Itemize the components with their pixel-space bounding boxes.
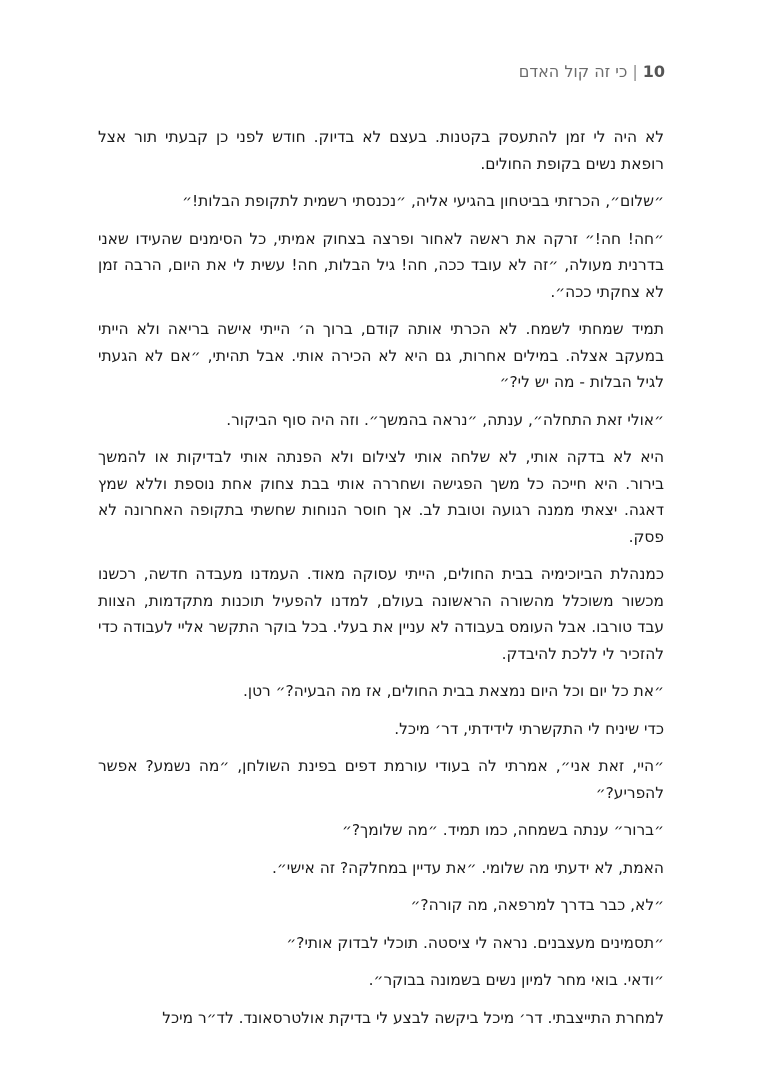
paragraph: כמנהלת הביוכימיה בבית החולים, הייתי עסוקה מאוד. העמדנו מעבדה חדשה, רכשנו מכשור משוכלל מהשורה הראשונה בעולם, למדנו להפעיל תוכנות מתקדמות, הצוות עבד טורבו. אבל העומס בעבודה לא עניין את בעלי. בכל בוקר התקשר אליי לעבודה כדי להזכיר לי ללכת להיבדק. <box>98 565 664 663</box>
paragraph: לא היה לי זמן להתעסק בקטנות. בעצם לא בדיוק. חודש לפני כן קבעתי תור אצל רופאת נשים בקופת החולים. <box>98 128 664 173</box>
paragraph: היא לא בדקה אותי, לא שלחה אותי לצילום ולא הפנתה אותי לבדיקות או להמשך בירור. היא חייכה כל משך הפגישה ושחררה אותי בבת צחוק אחת נוספת וללא שמץ דאגה. יצאתי ממנה רגועה וטובת לב. אך חוסר הנוחות שחשתי בתקופה האחרונה לא פסק. <box>98 448 664 546</box>
paragraph: ״היי, זאת אני״, אמרתי לה בעודי עורמת דפים בפינת השולחן, ״מה נשמע? אפשר להפריע?״ <box>98 757 664 802</box>
book-title: כי זה קול האדם <box>518 62 628 81</box>
running-header <box>519 62 665 81</box>
paragraph: תמיד שמחתי לשמח. לא הכרתי אותה קודם, ברוך ה׳ הייתי אישה בריאה ולא הייתי במעקב אצלה. במילים אחרות, גם היא לא הכירה אותי. אבל תהיתי, ״אם לא הגעתי לגיל הבלות - מה יש לי?״ <box>98 320 664 391</box>
paragraph: ״לא, כבר בדרך למרפאה, מה קורה?״ <box>410 896 664 914</box>
paragraph: ״ודאי. בואי מחר למיון נשים בשמונה בבוקר״. <box>368 971 664 989</box>
page-number: 10 <box>642 62 665 81</box>
paragraph: למחרת התייצבתי. דר׳ מיכל ביקשה לבצע לי בדיקת אולטרסאונד. לד״ר מיכל <box>162 1008 664 1027</box>
paragraph: ״ברור״ ענתה בשמחה, כמו תמיד. ״מה שלומך?״ <box>341 821 664 839</box>
paragraph: ״חה! חה!״ זרקה את ראשה לאחור ופרצה בצחוק אמיתי, כל הסימנים שהעידו שאני בדרנית מעולה, ״זה לא עובד ככה, חה! גיל הבלות, חה! עשית לי את היום, הרבה זמן לא צחקתי ככה״. <box>98 229 664 301</box>
paragraph: האמת, לא ידעתי מה שלומי. ״את עדיין במחלקה? זה אישי״. <box>271 858 664 877</box>
header-separator: | <box>632 62 638 81</box>
paragraph: כדי שיניח לי התקשרתי לידידתי, דר׳ מיכל. <box>394 719 664 738</box>
paragraph: ״תסמינים מעצבנים. נראה לי ציסטה. תוכלי לבדוק אותי?״ <box>286 933 664 952</box>
body-text <box>98 124 664 1042</box>
paragraph: ״את כל יום וכל היום נמצאת בבית החולים, אז מה הבעיה?״ רטן. <box>242 682 664 700</box>
paragraph: ״אולי זאת התחלה״, ענתה, ״נראה בהמשך״. וזה היה סוף הביקור. <box>226 410 664 429</box>
paragraph: ״שלום״, הכרזתי בביטחון בהגיעי אליה, ״נכנסתי רשמית לתקופת הבלות!״ <box>182 192 664 210</box>
